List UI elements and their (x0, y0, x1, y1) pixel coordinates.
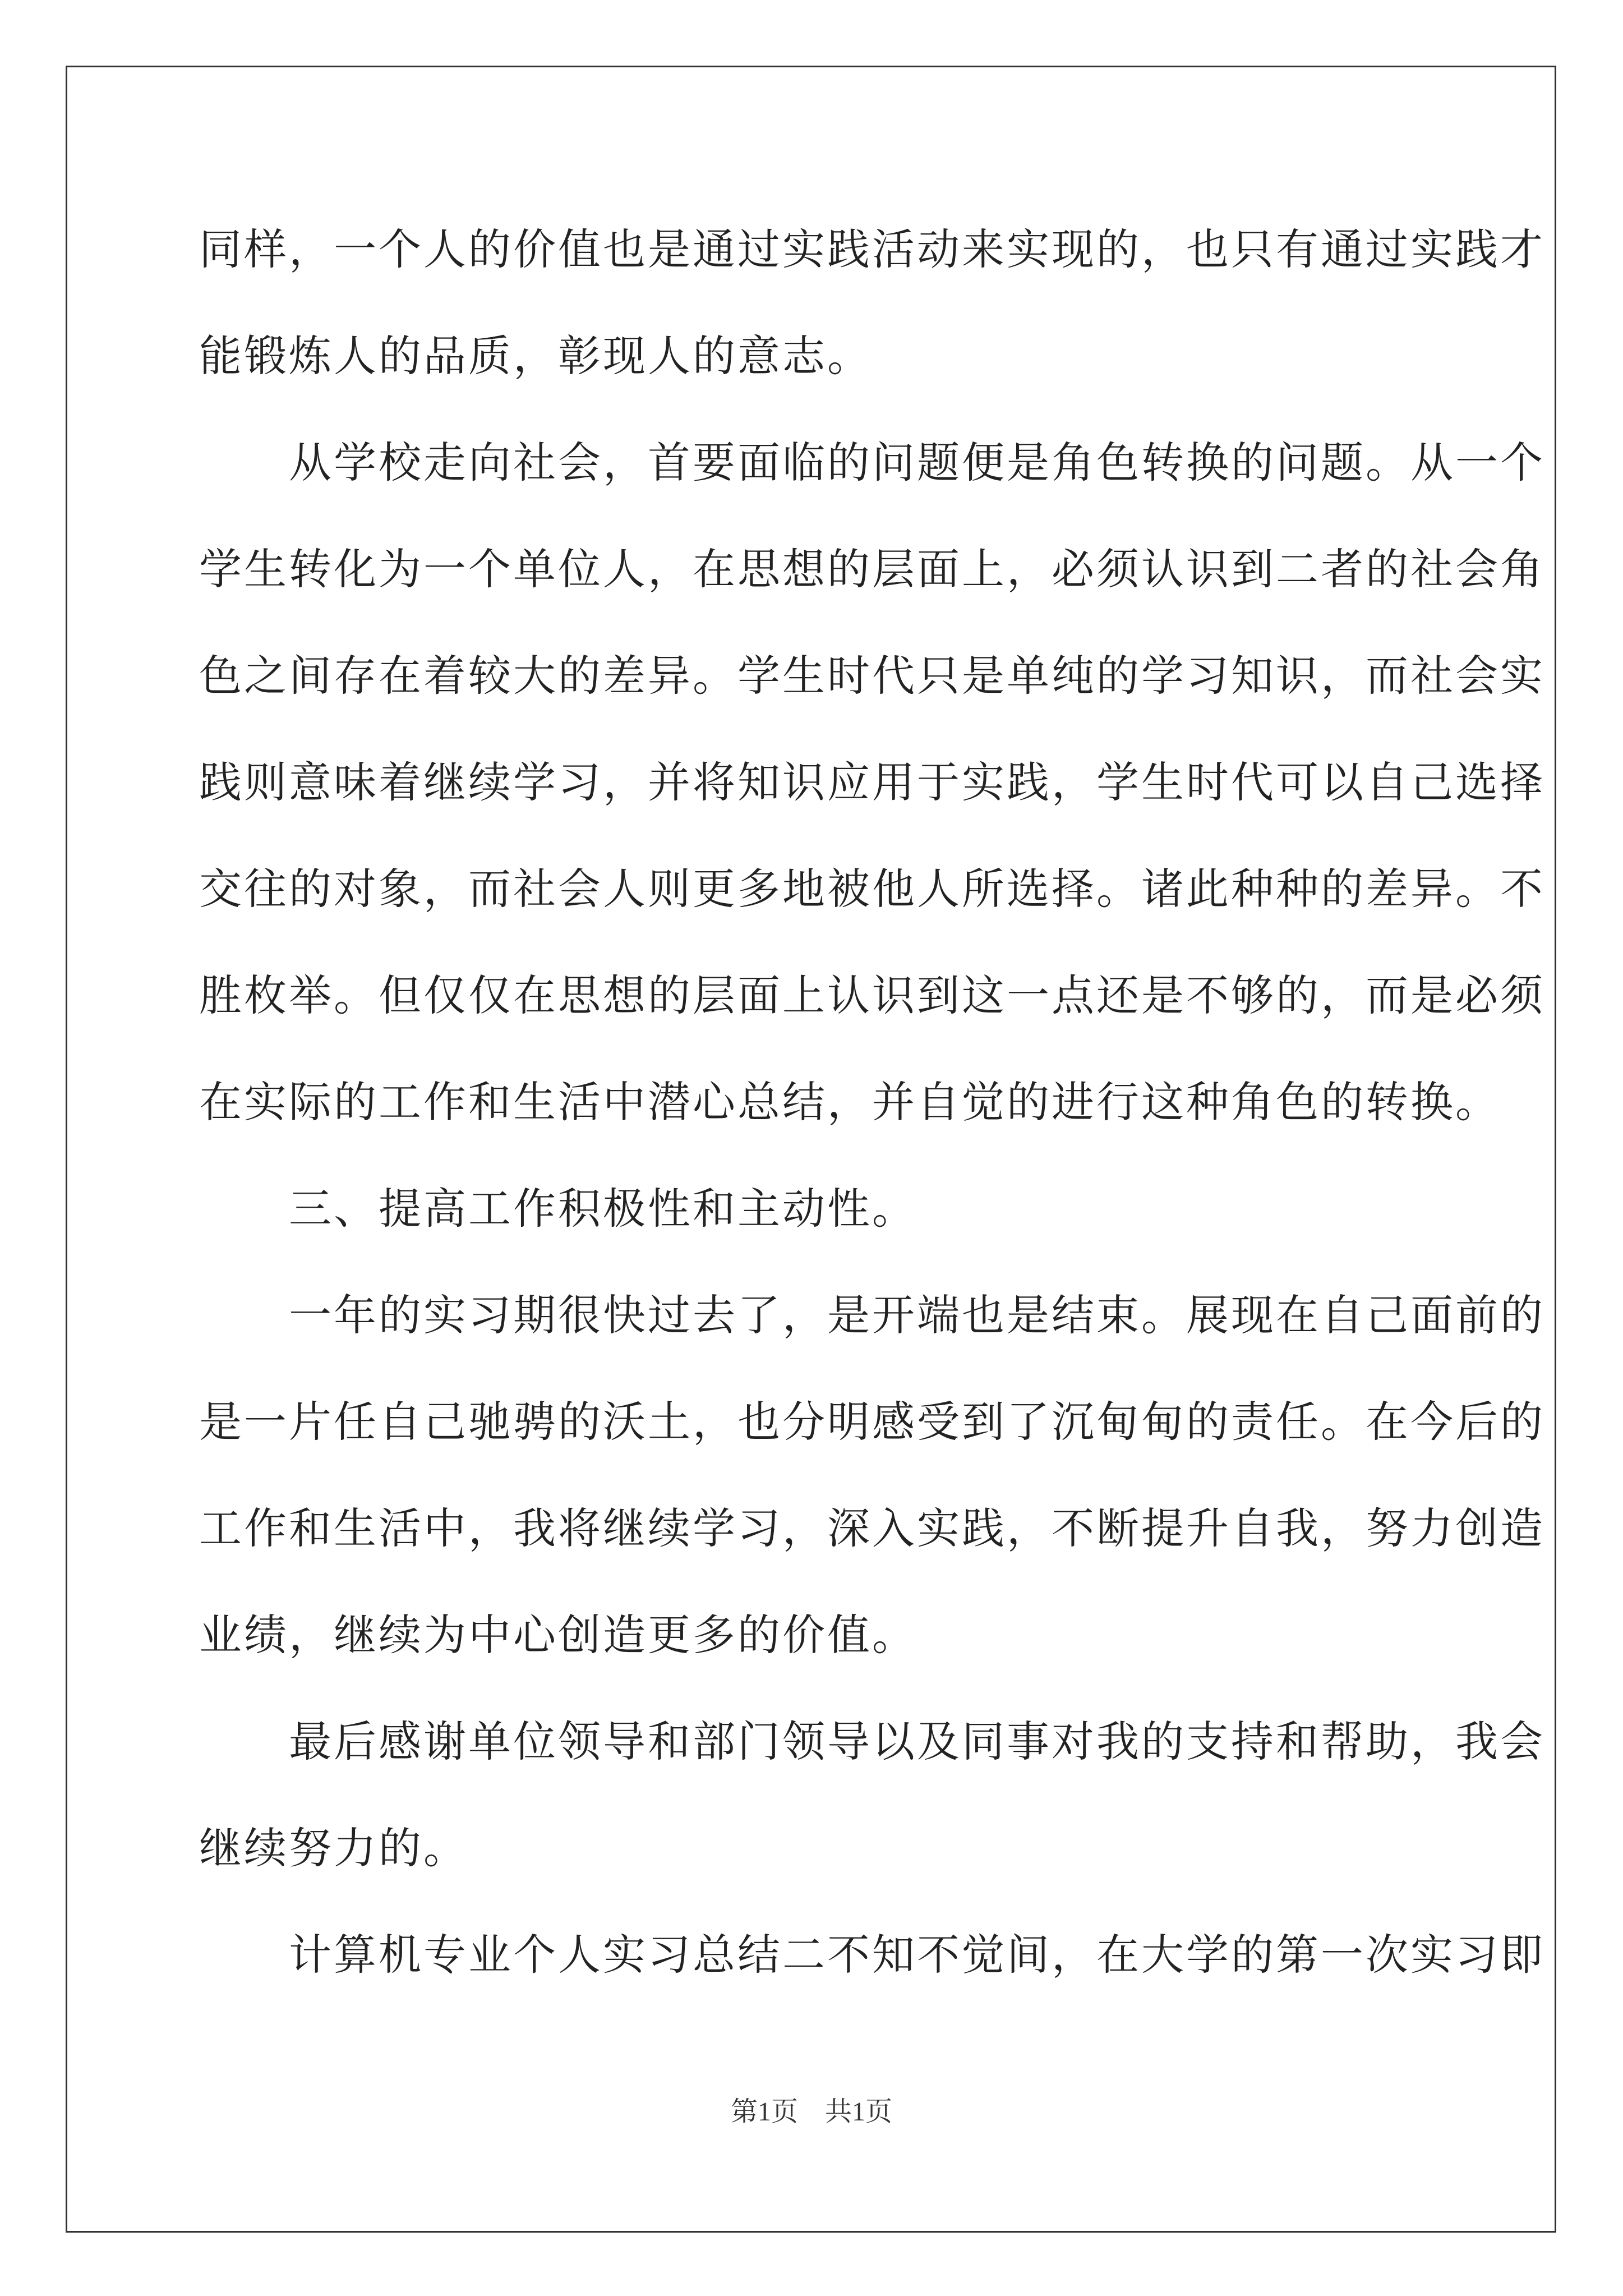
text-line: 工作和生活中，我将继续学习，深入实践，不断提升自我，努力创造 (199, 1503, 1545, 1553)
text-line: 一年的实习期很快过去了，是开端也是结束。展现在自己面前的 (199, 1290, 1545, 1340)
text-line: 学生转化为一个单位人，在思想的层面上，必须认识到二者的社会角 (199, 544, 1545, 594)
page-border (66, 66, 1556, 2233)
text-line: 是一片任自己驰骋的沃土，也分明感受到了沉甸甸的责任。在今后的 (199, 1397, 1545, 1447)
text-line: 交往的对象，而社会人则更多地被他人所选择。诸此种种的差异。不 (199, 864, 1545, 914)
text-line: 从学校走向社会，首要面临的问题便是角色转换的问题。从一个 (199, 438, 1545, 487)
page-footer: 第1页 共1页 (730, 2097, 892, 2127)
text-line: 能锻炼人的品质，彰现人的意志。 (199, 331, 872, 381)
text-line: 同样，一个人的价值也是通过实践活动来实现的，也只有通过实践才 (199, 224, 1545, 274)
text-line: 胜枚举。但仅仅在思想的层面上认识到这一点还是不够的，而是必须 (199, 970, 1545, 1020)
text-line: 业绩，继续为中心创造更多的价值。 (199, 1610, 917, 1660)
text-line: 继续努力的。 (199, 1823, 468, 1873)
text-line: 计算机专业个人实习总结二不知不觉间，在大学的第一次实习即 (199, 1930, 1545, 1980)
text-line: 践则意味着继续学习，并将知识应用于实践，学生时代可以自己选择 (199, 757, 1545, 807)
text-line: 在实际的工作和生活中潜心总结，并自觉的进行这种角色的转换。 (199, 1077, 1500, 1127)
section-heading: 三、提高工作积极性和主动性。 (199, 1184, 917, 1234)
text-line: 色之间存在着较大的差异。学生时代只是单纯的学习知识，而社会实 (199, 651, 1545, 701)
text-line: 最后感谢单位领导和部门领导以及同事对我的支持和帮助，我会 (199, 1717, 1545, 1766)
